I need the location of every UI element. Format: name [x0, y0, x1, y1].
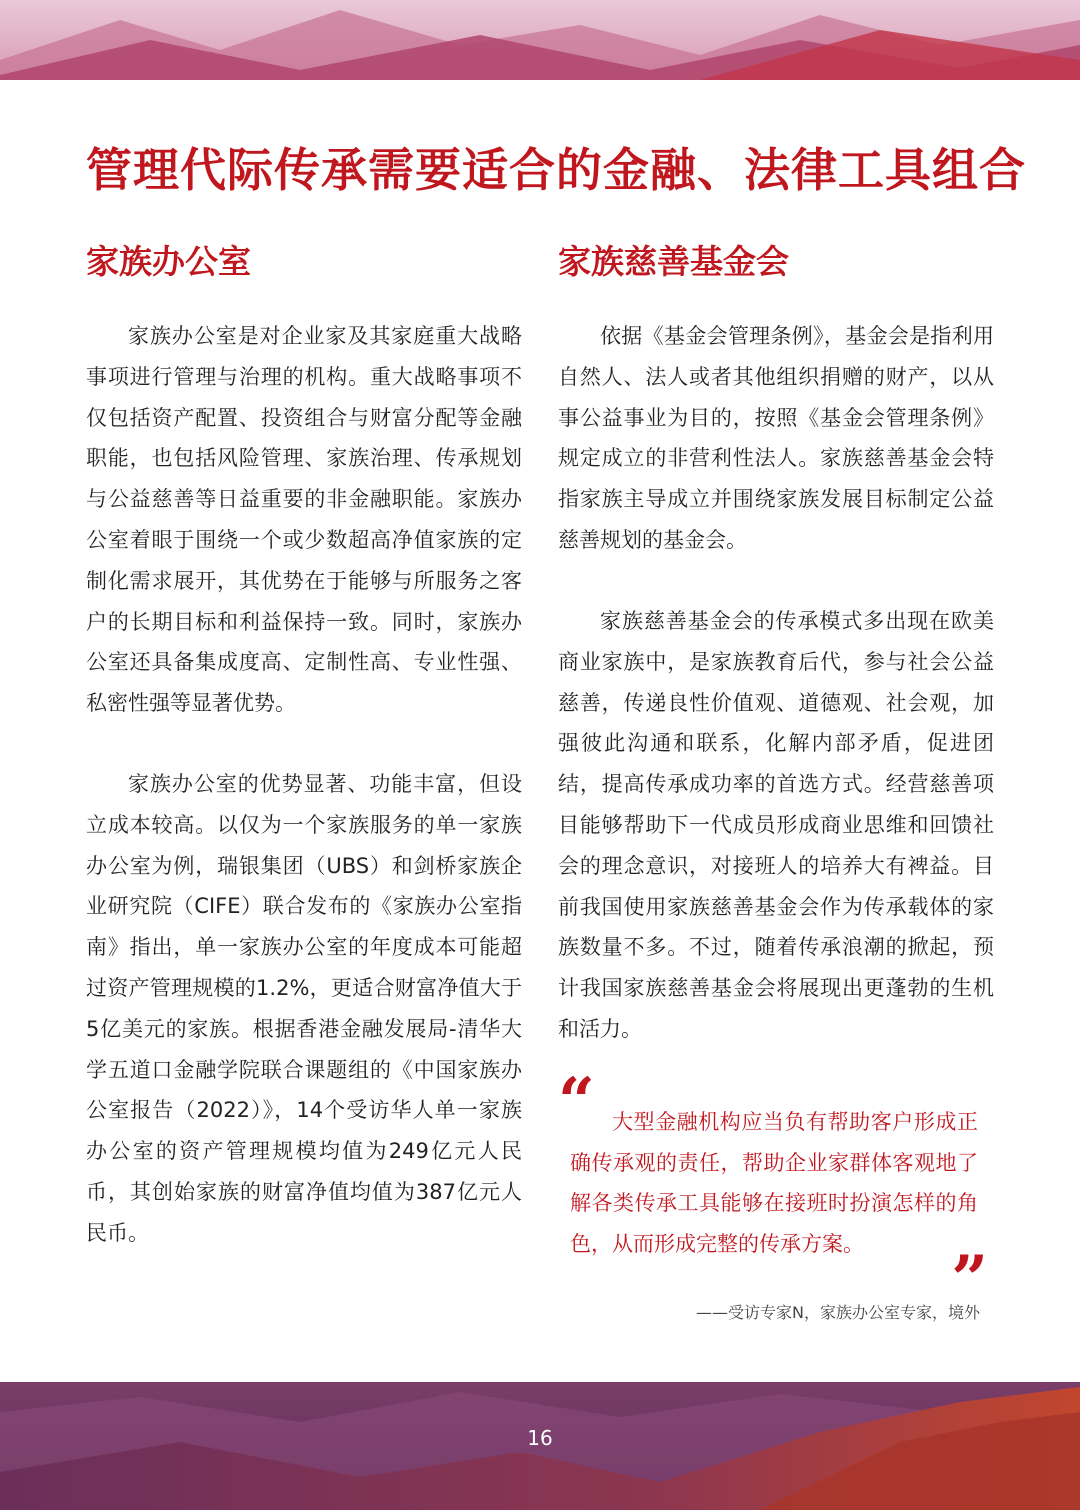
page-number: 16: [527, 1426, 553, 1450]
top-mountain-banner: [0, 0, 1080, 80]
left-paragraph-1: 家族办公室是对企业家及其家庭重大战略事项进行管理与治理的机构。重大战略事项不仅包括资产配置、投资组合与财富分配等金融职能，也包括风险管理、家族治理、传承规划与公益慈善等日益重要的非金融职能。家族办公室着眼于围绕一个或少数超高净值家族的定制化需求展开，其优势在于能够与所服务之客户的长期目标和利益保持一致。同时，家族办公室还具备集成度高、定制性高、专业性强、私密性强等显著优势。: [86, 324, 522, 716]
quote-close-mark: ”: [951, 1242, 988, 1317]
page-title: 管理代际传承需要适合的金融、法律工具组合: [86, 143, 1026, 197]
quote-attribution: ——受访专家N，家族办公室专家，境外: [696, 1303, 980, 1322]
right-paragraph-2: 家族慈善基金会的传承模式多出现在欧美商业家族中，是家族教育后代，参与社会公益慈善，传递良性价值观、道德观、社会观，加强彼此沟通和联系，化解内部矛盾，促进团结，提高传承成功率的首选方式。经营慈善项目能够帮助下一代成员形成商业思维和回馈社会的理念意识，对接班人的培养大有裨益。目前我国使用家族慈善基金会作为传承载体的家族数量不多。不过，随着传承浪潮的掀起，预计我国家族慈善基金会将展现出更蓬勃的生机和活力。: [558, 609, 994, 1041]
left-paragraph-2: 家族办公室的优势显著、功能丰富，但设立成本较高。以仅为一个家族服务的单一家族办公室为例，瑞银集团（UBS）和剑桥家族企业研究院（CIFE）联合发布的《家族办公室指南》指出，单一家族办公室的年度成本可能超过资产管理规模的1.2%，更适合财富净值大于5亿美元的家族。根据香港金融发展局-清华大学五道口金融学院联合课题组的《中国家族办公室报告（2022）》，14个受访华人单一家族办公室的资产管理规模均值为249亿元人民币，其创始家族的财富净值均值为387亿元人民币。: [86, 772, 522, 1245]
quote-text: 大型金融机构应当负有帮助客户形成正确传承观的责任，帮助企业家群体客观地了解各类传承工具能够在接班时扮演怎样的角色，从而形成完整的传承方案。: [570, 1110, 978, 1256]
right-paragraph-1: 依据《基金会管理条例》，基金会是指利用自然人、法人或者其他组织捐赠的财产，以从事公益事业为目的，按照《基金会管理条例》规定成立的非营利性法人。家族慈善基金会特指家族主导成立并围绕家族发展目标制定公益慈善规划的基金会。: [558, 324, 994, 552]
left-section-heading: 家族办公室: [86, 242, 251, 281]
right-section-heading: 家族慈善基金会: [558, 242, 789, 281]
quote-open-mark: “: [558, 1064, 595, 1139]
pull-quote: [558, 1064, 988, 1330]
